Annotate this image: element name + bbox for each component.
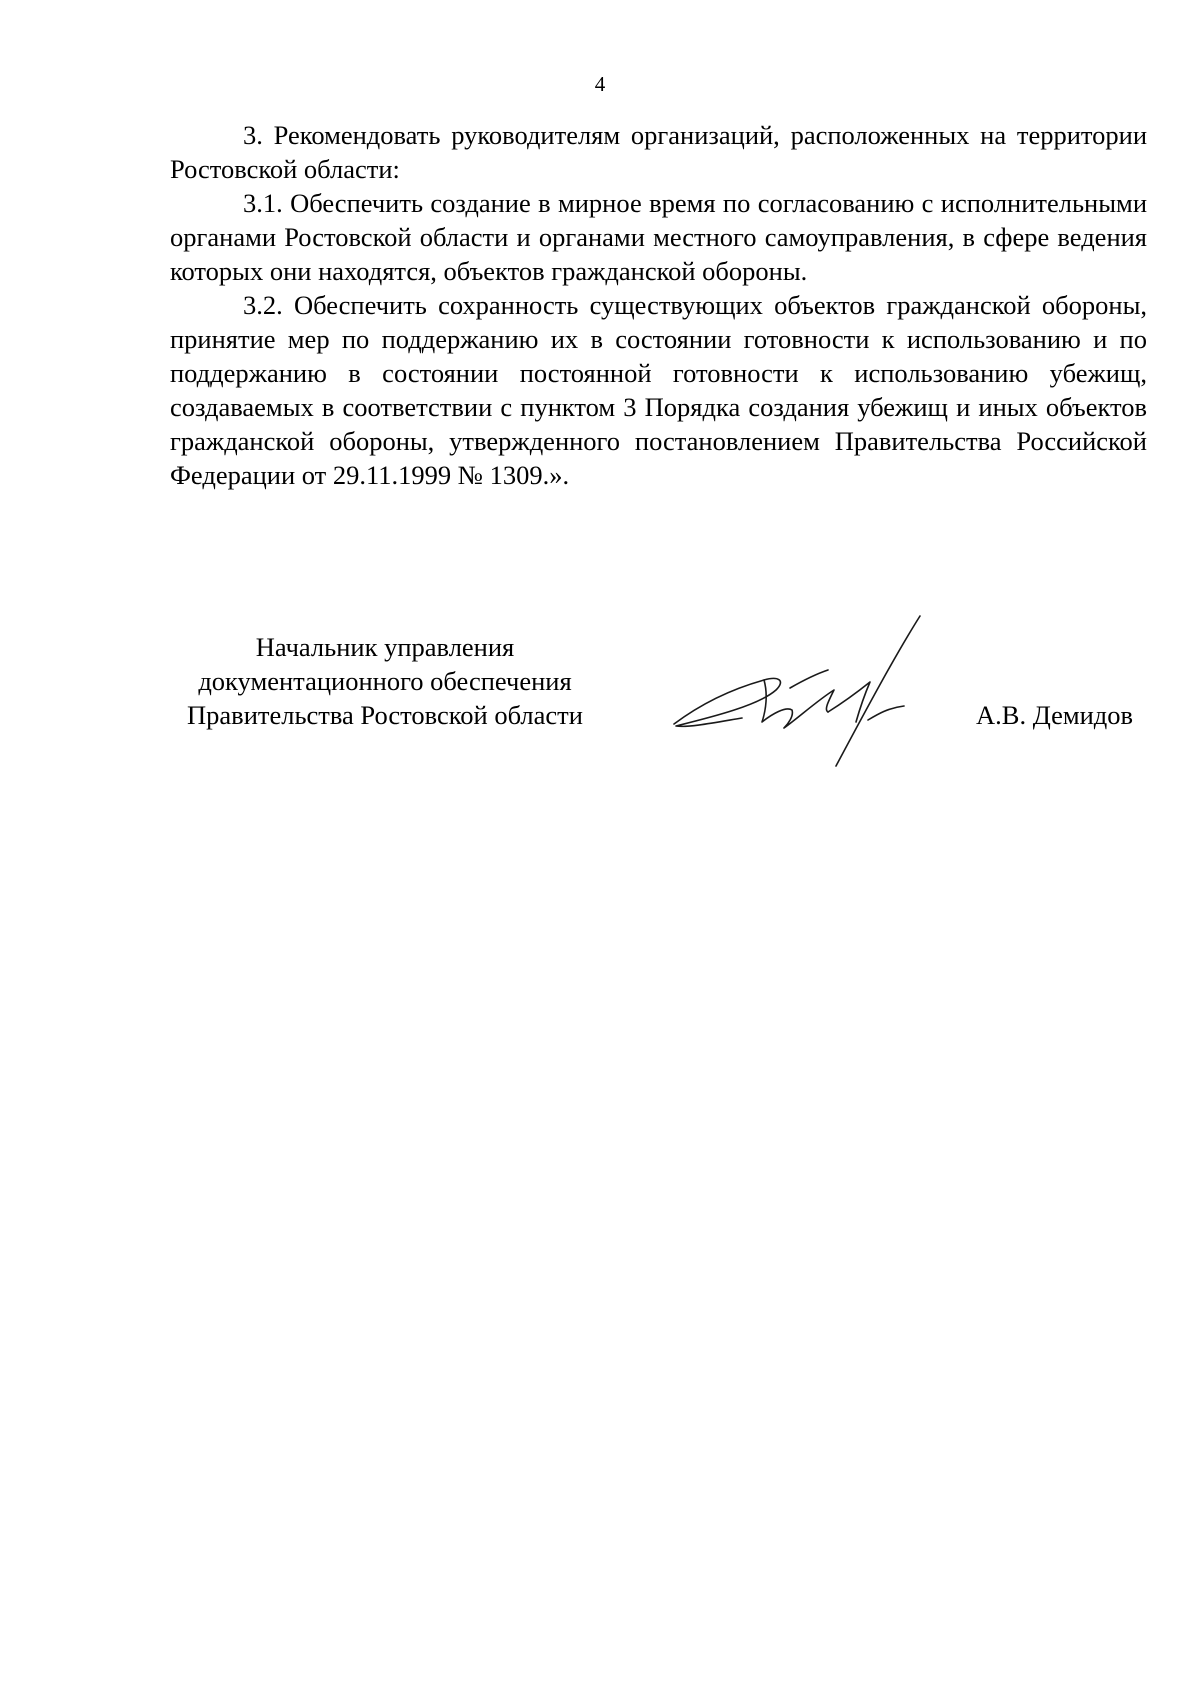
- paragraph-3: 3. Рекомендовать руководителям организаций, расположенных на территории Ростовской области:: [170, 120, 1147, 184]
- signatory-position: [170, 630, 600, 732]
- handwritten-signature: [668, 610, 968, 770]
- document-body: [170, 118, 1147, 492]
- signatory-position-line: документационного обеспечения: [198, 666, 572, 696]
- signatory-position-line: Правительства Ростовской области: [187, 700, 583, 730]
- page-number: 4: [594, 72, 606, 96]
- signatory-position-line: Начальник управления: [255, 632, 515, 662]
- paragraph-3-2: 3.2. Обеспечить сохранность существующих объектов гражданской обороны, принятие мер по поддержанию их в состоянии готовности к использованию и по поддержанию в состоянии постоянной готовности к использованию убежищ, создаваемых в соответствии с пунктом 3 Порядка создания убежищ и иных объектов гражданской обороны, утвержденного постановлением Правительства Российской Федерации от 29.11.1999 № 1309.».: [170, 290, 1147, 490]
- signer-name: А.В. Демидов: [976, 700, 1134, 730]
- paragraph-3-1: 3.1. Обеспечить создание в мирное время по согласованию с исполнительными органами Ростовской области и органами местного самоуправления, в сфере ведения которых они находятся, объектов гражданской обороны.: [170, 188, 1147, 286]
